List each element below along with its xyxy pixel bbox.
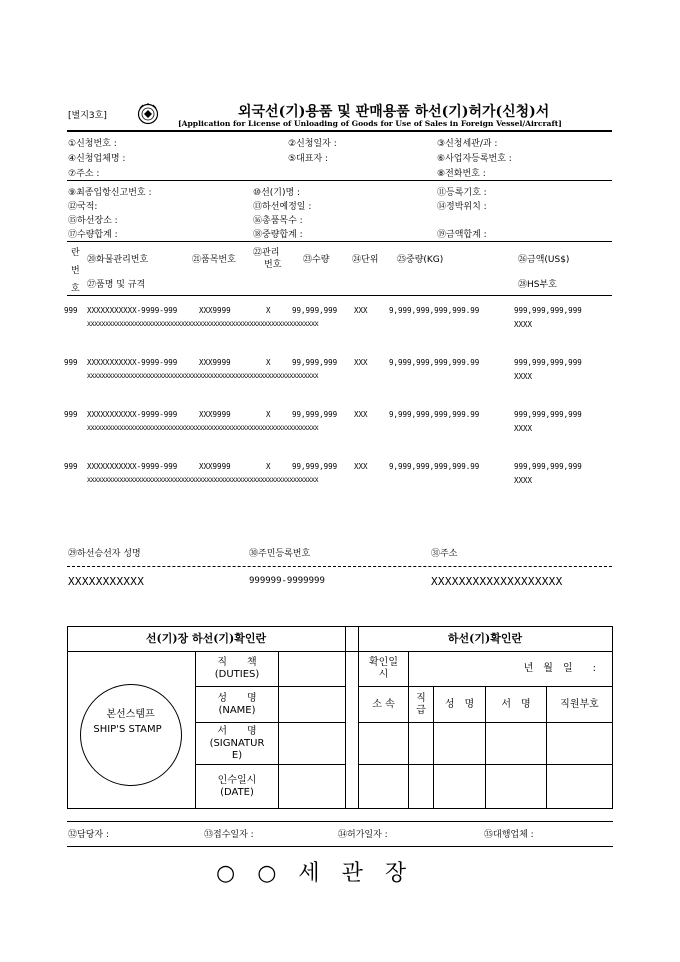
item-amount: 999,999,999,999	[514, 358, 582, 367]
item-qty: 99,999,999	[292, 306, 338, 315]
company-label: ④신청업체명 :	[68, 154, 126, 164]
item-mgmt-no: X	[266, 358, 271, 367]
item-unit: XXX	[354, 410, 368, 419]
grade-label: 직 급	[416, 692, 426, 716]
item-unit: XXX	[354, 306, 368, 315]
biz-reg-label: ⑥사업자등록번호 :	[437, 154, 512, 164]
receiver-name-label: ㉙하선승선자 성명	[68, 549, 141, 559]
item-qty: 99,999,999	[292, 410, 338, 419]
item-mgmt-no: X	[266, 410, 271, 419]
item-desc: XXXXXXXXXXXXXXXXXXXXXXXXXXXXXXXXXXXXXXXXXXXXXXXXXXXXXXXXXXXXXXXX	[87, 424, 319, 432]
item-cargo-no: XXXXXXXXXXX-9999-999	[87, 358, 178, 367]
apply-no-label: ①신청번호 :	[68, 139, 117, 149]
col-qty: ㉓수량	[303, 255, 330, 265]
item-item-no: XXX9999	[199, 410, 231, 419]
rule	[67, 821, 613, 822]
item-amount: 999,999,999,999	[514, 410, 582, 419]
item-desc: XXXXXXXXXXXXXXXXXXXXXXXXXXXXXXXXXXXXXXXXXXXXXXXXXXXXXXXXXXXXXXXX	[87, 476, 319, 484]
item-weight: 9,999,999,999,999.99	[389, 462, 480, 471]
rule	[67, 295, 612, 296]
col-unit: ㉔단위	[352, 255, 379, 265]
officer-sign-label: 서 명	[501, 698, 531, 710]
reg-code-label: ⑪등록기호 :	[437, 188, 487, 198]
berth-label: ⑭정박위치 :	[437, 202, 487, 212]
ceo-label: ⑤대표자 :	[288, 154, 329, 164]
item-no: 999	[64, 410, 78, 419]
unload-place-label: ⑮하선장소 :	[68, 216, 118, 226]
address-label: ⑦주소 :	[68, 169, 100, 179]
col-beon: 번	[71, 266, 80, 276]
col-desc: ㉗품명 및 규격	[87, 280, 146, 290]
item-mgmt-no: X	[266, 462, 271, 471]
phone-label: ⑧전화번호 :	[437, 169, 486, 179]
item-cargo-no: XXXXXXXXXXX-9999-999	[87, 410, 178, 419]
item-hs: XXXX	[514, 424, 533, 433]
apply-customs-label: ③신청세관/과 :	[437, 139, 498, 149]
rule	[67, 241, 612, 242]
agent-label: ㉟대행업체 :	[484, 830, 534, 840]
qty-total-label: ⑰수량합계 :	[68, 230, 118, 240]
item-amount: 999,999,999,999	[514, 306, 582, 315]
item-weight: 9,999,999,999,999.99	[389, 358, 480, 367]
permit-date-label: ㉞허가일자 :	[338, 830, 388, 840]
receiver-id-value: 999999-9999999	[249, 576, 325, 586]
staff-label: ㉜담당자 :	[68, 830, 109, 840]
rule	[67, 180, 612, 181]
item-cargo-no: XXXXXXXXXXX-9999-999	[87, 306, 178, 315]
item-item-no: XXX9999	[199, 462, 231, 471]
captain-confirm-title: 선(기)장 하선(기)확인란	[145, 632, 267, 645]
item-no: 999	[64, 358, 78, 367]
customs-emblem-icon	[137, 102, 159, 126]
name-label: 성 명 (NAME)	[217, 692, 257, 716]
receipt-date-label: ㉝접수일자 :	[204, 830, 254, 840]
col-ran: 란	[71, 248, 80, 258]
item-desc: XXXXXXXXXXXXXXXXXXXXXXXXXXXXXXXXXXXXXXXXXXXXXXXXXXXXXXXXXXXXXXXX	[87, 372, 319, 380]
customs-office-name: ○ ○ 세 관 장	[216, 861, 407, 886]
unload-confirm-title: 하선(기)확인란	[447, 632, 523, 645]
receiver-addr-value: XXXXXXXXXXXXXXXXXXX	[431, 575, 563, 588]
form-number: [별지3호]	[68, 111, 107, 121]
col-amount: ㉖금액(US$)	[518, 255, 570, 265]
nationality-label: ⑫국적:	[68, 202, 98, 212]
weight-total-label: ⑱중량합계 :	[253, 230, 303, 240]
vessel-name-label: ⑩선(기)명 :	[253, 188, 301, 198]
item-item-no: XXX9999	[199, 306, 231, 315]
arrival-no-label: ⑨최종입항신고번호 :	[68, 188, 152, 198]
item-no: 999	[64, 462, 78, 471]
receiver-addr-label: ㉛주소	[431, 549, 458, 559]
col-item-no: ㉑품목번호	[192, 255, 236, 265]
rule	[67, 846, 613, 847]
item-hs: XXXX	[514, 372, 533, 381]
col-cargo-no: ⑳화물관리번호	[87, 255, 149, 265]
item-unit: XXX	[354, 358, 368, 367]
item-qty: 99,999,999	[292, 358, 338, 367]
receiver-id-label: ㉚주민등록번호	[249, 549, 311, 559]
apply-date-label: ②신청일자 :	[288, 139, 337, 149]
stamp-label-en: SHIP'S STAMP	[93, 724, 162, 735]
item-desc: XXXXXXXXXXXXXXXXXXXXXXXXXXXXXXXXXXXXXXXXXXXXXXXXXXXXXXXXXXXXXXXX	[87, 320, 319, 328]
col-hs: ㉘HS부호	[518, 280, 557, 290]
item-no: 999	[64, 306, 78, 315]
item-hs: XXXX	[514, 476, 533, 485]
amount-total-label: ⑲금액합계 :	[437, 230, 487, 240]
date-format: 년 월 일 :	[523, 663, 596, 674]
col-ho: 호	[71, 284, 80, 294]
unload-date-label: ⑬하선예정일 :	[253, 202, 312, 212]
item-hs: XXXX	[514, 320, 533, 329]
stamp-label-ko: 본선스템프	[106, 709, 155, 720]
dashed-rule	[67, 566, 612, 567]
confirm-datetime-label: 확인일 시	[369, 657, 398, 680]
signature-label: 서 명 (SIGNATUR E)	[209, 725, 265, 761]
duties-label: 직 책 (DUTIES)	[214, 657, 260, 680]
col-weight: ㉕중량(KG)	[397, 255, 444, 265]
item-item-no: XXX9999	[199, 358, 231, 367]
page-title: 외국선(기)용품 및 판매용품 하선(기)허가(신청)서	[238, 104, 550, 120]
top-rule	[67, 130, 612, 132]
officer-name-label: 성 명	[444, 698, 475, 710]
item-unit: XXX	[354, 462, 368, 471]
date-label: 인수일시 (DATE)	[217, 774, 257, 798]
item-weight: 9,999,999,999,999.99	[389, 306, 480, 315]
staff-no-label: 직원부호	[560, 698, 599, 710]
col-mgmt-no-2: 번호	[264, 260, 282, 270]
item-weight: 9,999,999,999,999.99	[389, 410, 480, 419]
item-mgmt-no: X	[266, 306, 271, 315]
item-cargo-no: XXXXXXXXXXX-9999-999	[87, 462, 178, 471]
item-qty: 99,999,999	[292, 462, 338, 471]
receiver-name-value: XXXXXXXXXXX	[68, 575, 145, 588]
item-amount: 999,999,999,999	[514, 462, 582, 471]
page-subtitle: [Application for License of Unloading of Goods for Use of Sales in Foreign Vessel/Aircraft]	[178, 119, 562, 128]
dept-label: 소 속	[372, 698, 395, 710]
total-items-label: ⑯총품목수 :	[253, 216, 303, 226]
col-mgmt-no: ㉒관리	[253, 248, 280, 258]
